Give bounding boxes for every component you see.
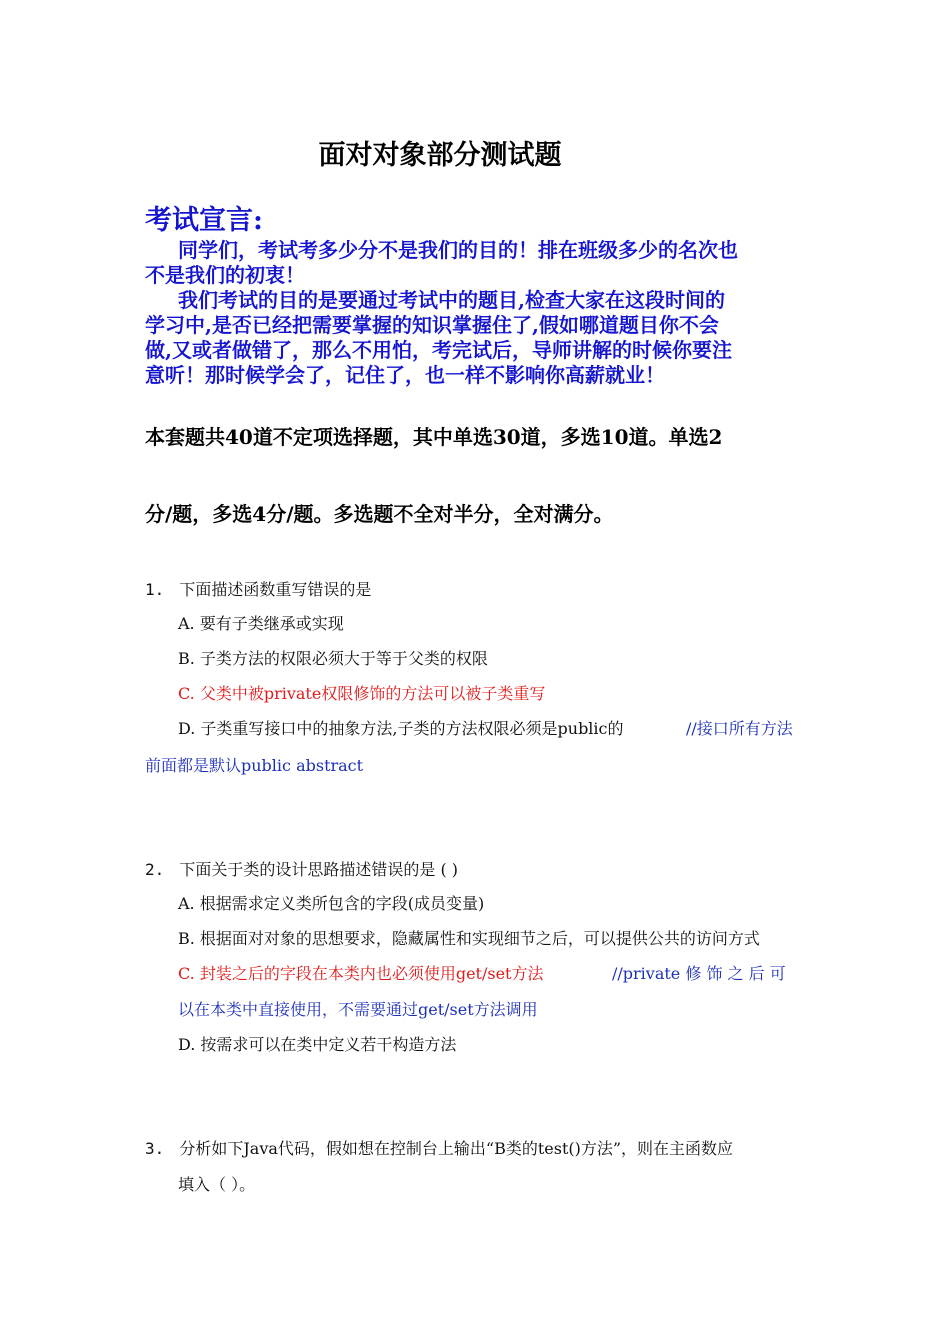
option-c-answer: C. 父类中被private权限修饰的方法可以被子类重写 [178,684,546,703]
declaration-line: 学习中,是否已经把需要掌握的知识掌握住了,假如哪道题目你不会 [145,313,719,337]
option-a: A. 要有子类继承或实现 [178,614,344,633]
intro-line: 本套题共40道不定项选择题，其中单选30道，多选10道。单选2 [145,425,723,449]
option-b: B. 子类方法的权限必须大于等于父类的权限 [178,649,488,668]
intro-line: 分/题，多选4分/题。多选题不全对半分，全对满分。 [145,502,614,526]
question-text: 下面关于类的设计思路描述错误的是 ( ) [179,860,459,879]
question-text: 分析如下Java代码，假如想在控制台上输出“B类的test()方法”，则在主函数应 [179,1139,734,1158]
declaration-heading: 考试宣言: [145,205,263,236]
question-1 [145,577,371,600]
option-d: D. 子类重写接口中的抽象方法,子类的方法权限必须是public的 [178,719,624,738]
page-title: 面对对象部分测试题 [318,140,562,171]
answer-note: //private 修 饰 之 后 可 [612,964,786,983]
question-number: 1. [145,580,165,599]
question-3 [145,1136,733,1159]
declaration-line: 同学们，考试考多少分不是我们的目的！排在班级多少的名次也 [178,238,738,262]
option-b: B. 根据面对对象的思想要求，隐藏属性和实现细节之后，可以提供公共的访问方式 [178,929,760,948]
declaration-line: 我们考试的目的是要通过考试中的题目,检查大家在这段时间的 [178,288,725,312]
question-text: 下面描述函数重写错误的是 [179,580,372,599]
question-text-continued: 填入（ ）。 [178,1175,256,1194]
question-2 [145,857,458,880]
question-number: 2. [145,860,165,879]
option-c-answer: C. 封装之后的字段在本类内也必须使用get/set方法 [178,964,544,983]
question-number: 3. [145,1139,165,1158]
option-d: D. 按需求可以在类中定义若干构造方法 [178,1035,457,1054]
declaration-line: 做,又或者做错了，那么不用怕，考完试后，导师讲解的时候你要注 [145,338,732,362]
declaration-line: 意听！那时候学会了，记住了，也一样不影响你高薪就业！ [145,363,665,387]
option-a: A. 根据需求定义类所包含的字段(成员变量) [178,894,485,913]
declaration-line: 不是我们的初衷！ [145,263,305,287]
answer-note: 以在本类中直接使用，不需要通过get/set方法调用 [178,1000,538,1019]
answer-note: //接口所有方法 [686,719,793,738]
answer-note: 前面都是默认public abstract [145,756,364,775]
